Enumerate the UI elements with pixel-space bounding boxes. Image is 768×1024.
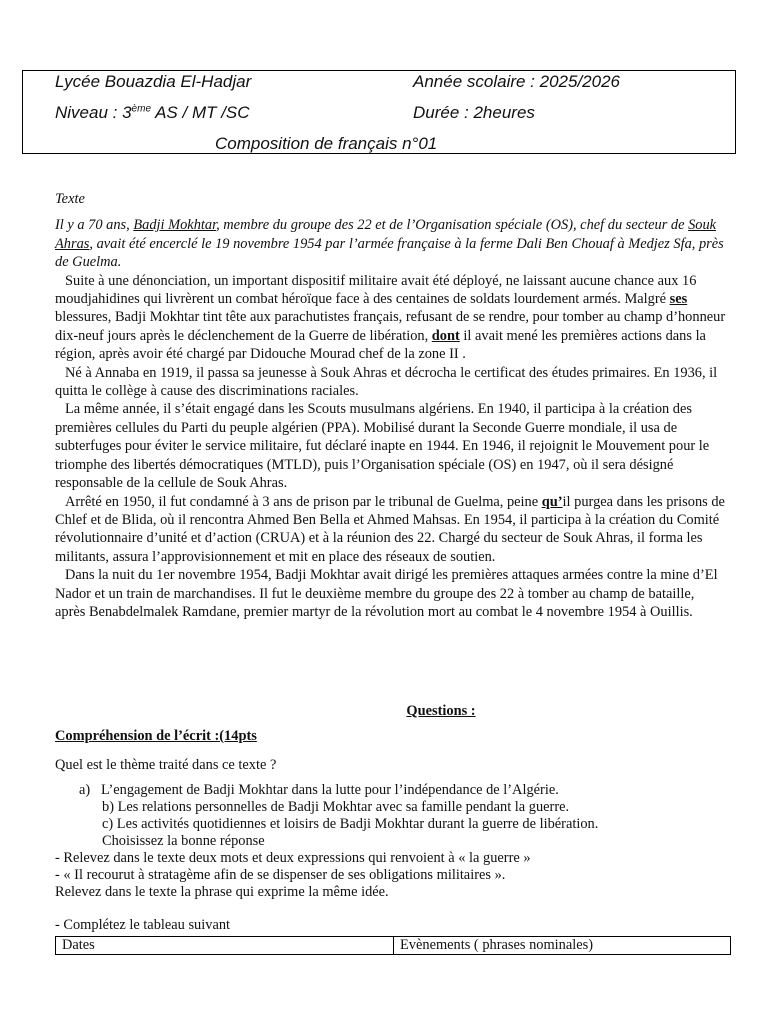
p1-c: il avait mené les premières actions dans la région, après avoir été chargé par Didouche Mourad chef de la zone II . [55, 327, 706, 363]
p1-a: Suite à une dénonciation, un important dispositif militaire avait été déployé, ne laissant aucune chance aux 16 moudjahidines qui livrèrent un combat héroïque face à des centaines de soldats lourdement armés. Malgré [55, 272, 697, 308]
table-header-dates: Dates [56, 937, 394, 954]
paragraph-3: La même année, il s’était engagé dans les Scouts musulmans algériens. En 1940, il participa à la création des premières cellules du Parti du peuple algérien (PPA). Mobilisé durant la Seconde Guerre mondiale, il usa de subterfuges pour éviter le service militaire, fut déclaré inapte en 1944. En 1946, il rejoignit le Mouvement pour le triomphe des libertés démocratiques (MTLD), puis l’Organisation spéciale (OS) en 1947, où il sera désigné responsable de la cellule de Souk Ahras. [55, 401, 710, 492]
exam-header [22, 70, 736, 154]
p4-qu: qu’ [541, 493, 563, 510]
intro-part2: , membre du groupe des 22 et de l’Organisation spéciale (OS), chef du secteur de [216, 217, 689, 234]
questions-section [55, 703, 731, 934]
text-label: Texte [55, 191, 85, 207]
p1-b: blessures, Badji Mokhtar tint tête aux parachutistes français, refusant de se rendre, pour tomber au champ d’honneur dix-neuf jours après le déclenchement de la Guerre de libération, [55, 309, 726, 344]
p4-a: Arrêté en 1950, il fut condamné à 3 ans de prison par le tribunal de Guelma, peine [65, 493, 542, 510]
option-c: c) Les activités quotidiennes et loisirs de Badji Mokhtar durant la guerre de libération. [102, 816, 599, 832]
intro-part1: Il y a 70 ans, [55, 217, 134, 234]
events-table [55, 936, 731, 955]
question-war-words: - Relevez dans le texte deux mots et deux expressions qui renvoient à « la guerre » [55, 850, 531, 866]
paragraph-1 [55, 272, 727, 364]
option-a [55, 782, 731, 799]
exam-title: Composition de français n°01 [215, 134, 438, 153]
comprehension-title: Compréhension de l’écrit :(14pts [55, 728, 257, 744]
intro-name: Badji Mokhtar [133, 217, 217, 234]
question-theme: Quel est le thème traité dans ce texte ? [55, 757, 277, 773]
text-intro [55, 216, 727, 271]
school-year: Année scolaire : 2025/2026 [413, 72, 620, 91]
p4-b: il purgea dans les prisons de Chlef et de Blida, où il rencontra Ahmed Ben Bella et Ahmed Mahsas. En 1954, il participa à la création du Comité révolutionnaire d’unité et d’action (CRUA) et à la réunion des 22. Chargé du secteur de Souk Ahras, il forma les militants, assura l’approvisionnement et mit en place des réseaux de soutien. [55, 493, 725, 565]
paragraph-2: Né à Annaba en 1919, il passa sa jeunesse à Souk Ahras et décrocha le certificat des études primaires. En 1936, il quitta le collège à cause des discriminations raciales. [55, 364, 718, 400]
question-quote: - « Il recourut à stratagème afin de se dispenser de ses obligations militaires ». [55, 867, 506, 883]
questions-title: Questions : [406, 703, 476, 719]
p1-dont: dont [431, 327, 460, 344]
question-table: - Complétez le tableau suivant [55, 917, 231, 933]
table-header-events: Evènements ( phrases nominales) [400, 937, 594, 953]
reading-text [55, 190, 727, 621]
intro-place: Souk Ahras [55, 217, 717, 252]
school-name: Lycée Bouazdia El-Hadjar [55, 72, 252, 91]
paragraph-4 [55, 493, 727, 567]
level-suffix: AS / MT /SC [151, 103, 250, 122]
option-a-text: L’engagement de Badji Mokhtar dans la lutte pour l’indépendance de l’Algérie. [100, 782, 559, 798]
level-sup: ème [131, 103, 151, 115]
duration: Durée : 2heures [413, 103, 535, 122]
intro-part3: , avait été encerclé le 19 novembre 1954 par l’armée française à la ferme Dali Ben Chouaf à Medjez Sfa, près de Guelma. [55, 235, 724, 271]
option-a-marker: a) [79, 782, 91, 798]
level [55, 103, 250, 123]
choose-instruction: Choisissez la bonne réponse [102, 833, 265, 849]
level-prefix: Niveau : 3 [55, 103, 132, 122]
question-quote-instruction: Relevez dans le texte la phrase qui exprime la même idée. [55, 884, 389, 900]
option-b: b) Les relations personnelles de Badji Mokhtar avec sa famille pendant la guerre. [102, 799, 570, 815]
paragraph-5: Dans la nuit du 1er novembre 1954, Badji Mokhtar avait dirigé les premières attaques armées contre la mine d’El Nador et un train de marchandises. Il fut le deuxième membre du groupe des 22 à tomber au champ de bataille, après Benabdelmalek Ramdane, premier martyr de la révolution mort au combat le 4 novembre 1954 à Ouillis. [55, 567, 718, 620]
p1-ses: ses [669, 291, 688, 308]
